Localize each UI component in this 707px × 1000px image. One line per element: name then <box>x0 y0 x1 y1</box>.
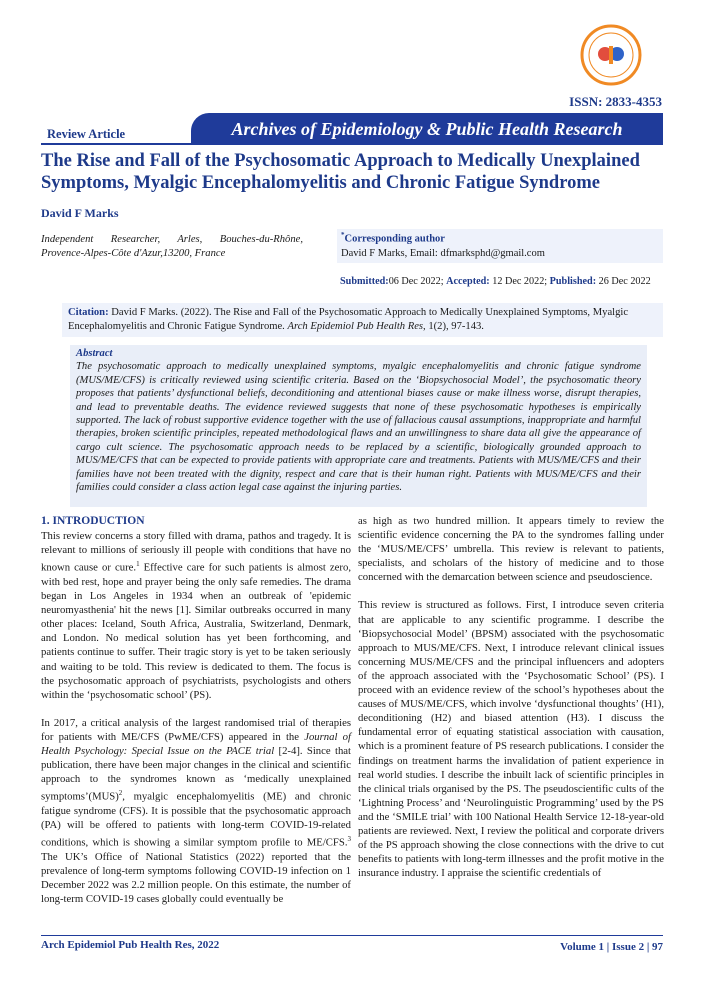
abstract-box <box>70 345 647 507</box>
issn: ISSN: 2833-4353 <box>569 94 662 109</box>
citation-tail: 1(2), 97-143. <box>428 321 484 332</box>
body-left-column <box>41 514 351 920</box>
citation-box <box>62 303 663 337</box>
citation-journal: Arch Epidemiol Pub Health Res, <box>287 321 426 332</box>
journal-header <box>41 113 663 145</box>
publication-dates: Submitted:06 Dec 2022; Accepted: 12 Dec 2022; Published: 26 Dec 2022 <box>340 276 651 287</box>
header-divider <box>41 143 663 145</box>
body-right-column <box>358 514 664 894</box>
footer-journal: Arch Epidemiol Pub Health Res, 2022 <box>41 939 220 951</box>
footer-divider <box>41 935 663 936</box>
corresponding-author-label: *Corresponding author <box>341 231 445 245</box>
article-type: Review Article <box>47 127 126 141</box>
citation-text: David F Marks. (2022). The Rise and Fall of the Psychosomatic Approach to Medically Unexplained Symptoms, Myalgic Encephalomyelitis and Chronic Fatigue Syndrome. <box>68 307 629 332</box>
paragraph: This review concerns a story filled with drama, pathos and tragedy. It is relevant to millions of seriously ill people with conditions that have no known cause or cure.$^1$ Effective care for such patients is almost zero, with bed rest, hope and prayer being the only safe remedies. The drama began in Los Angeles in 1934 when an outbreak of 'epidemic neuromyasthenia' hit the news [1]. Similar outbreaks occurred in many other places: Iceland, South Africa, Australia, Switzerland, Denmark, and London. No medical solution has yet been forthcoming, and patients continue to suffer. Their tragic story is yet to be taken seriously and waiting to be told. This review is dedicated to them. The focus is the psychosomatic approach of psychiatrists, psychologists and others within the ‘psychosomatic school’ (PS). <box>41 530 351 701</box>
paragraph: as high as two hundred million. It appears timely to review the scientific evidence concerning the PA to the syndromes falling under the ‘MUS/ME/CFS’ umbrella. This review is relevant to patients, specialists, and scholars of the history of medicine and to those concerned with the demarcation between science and pseudoscience. <box>358 515 664 584</box>
abstract-text: The psychosomatic approach to medically unexplained symptoms, myalgic encephalomyelitis and chronic fatigue syndrome (MUS/ME/CFS) is critically reviewed using scientific criteria. Based on the ‘Biopsychosocial Model’, the psychosomatic theory proposes that patients’ dysfunctional beliefs, deconditioning and attentional biases cause or make illness worse, disrupt therapies, and lead to preventable deaths. The evidence reviewed suggests that none of these psychosomatic hypotheses is empirically supported. The lack of robust supportive evidence together with the use of fallacious causal assumptions, inappropriate and harmful therapies, broken scientific principles, repeated methodological flaws and an unwillingness to share data all give the appearance of cargo cult science. The psychosomatic approach needs to be replaced by a scientific, biologically grounded approach to MUS/ME/CFS that can be expected to provide patients with appropriate care and treatments. Patients with MUS/ME/CFS and their families have not been treated with the dignity, respect and care that is their human right. Patients with MUS/ME/CFS and their families could consider a class action legal case against the injuring parties. <box>76 361 641 494</box>
abstract-label: Abstract <box>76 348 113 359</box>
corresponding-author-email[interactable]: David F Marks, Email: dfmarksphd@gmail.com <box>341 247 545 259</box>
author-name: David F Marks <box>41 206 119 220</box>
paragraph: In 2017, a critical analysis of the largest randomised trial of therapies for patients with ME/CFS (PwME/CFS) appeared in the Journal of Health Psychology: Special Issue on the PACE trial [2-4]. Since that publication, there have been major changes in the clinical and scientific approach to the syndromes known as ‘medically unexplained symptoms’(MUS)$^2$, myalgic encephalomyelitis (ME) and chronic fatigue syndrome (CFS). It is possible that the psychosomatic approach (PA) will be offered to patients with long-term COVID-19-related conditions, which is showing a similar symptom profile to ME/CFS.$^3$ The UK’s Office of National Statistics (2022) reported that the prevalence of long-term symptoms following COVID-19 infection on 1 December 2022 was 2.2 million people. On this estimate, the number of long-term COVID-19 cases globally could eventually be <box>41 716 352 906</box>
footer-volume: Volume 1 | Issue 2 | 97 <box>560 941 663 953</box>
journal-name: Archives of Epidemiology & Public Health Research <box>191 113 663 145</box>
section-heading: 1. INTRODUCTION <box>41 515 145 527</box>
journal-logo <box>580 24 642 86</box>
paragraph: This review is structured as follows. First, I introduce seven criteria that are applicable to any scientific programme. I describe the ‘Biopsychosocial Model’ (BPSM) associated with the psychosomatic approach to MUS/ME/CFS. Next, I introduce relevant clinical issues concerning MUS/ME/CFS and the principal influencers and adopters of the approach associated with the ‘Psychosomatic School’ (PS). I proceed with an evidence review of the school’s hypotheses about the causes of MUS/ME/CFS, which involve ‘dysfunctional thoughts’ (H1), deconditioning (H2) and biased attention (H3). I discuss the fundamental error of equating statistical association with causation, which is a prominent feature of PS research publications. I consider the findings on treatment harms the invalidation of patient experience in real world studies. I describe the inbuilt lack of scientific principles in the clinical trials organised by the PS. The pseudoscientific cults of the ‘Lightning Process’ and ‘Neurolinguistic Programming’ used by the PS and the ‘SMILE trial’ with 100 National Health Service 12-18-year-old patients are reviewed. Next, I review the political and corporate drivers of the PS approach showing the close connections with the drive to cut benefits to patients with long-term illnesses and the profit motive in the insurance industry. I appraise the scientific credentials of <box>358 599 664 880</box>
article-title: The Rise and Fall of the Psychosomatic Approach to Medically Unexplained Symptoms, Myalgic Encephalomyelitis and Chronic Fatigue Syndrome <box>41 151 640 193</box>
affiliation: Independent Researcher, Arles, Bouches-du-Rhône, Provence-Alpes-Côte d'Azur,13200, France <box>41 234 303 259</box>
corresponding-author-box <box>337 229 663 263</box>
citation-label: Citation: <box>68 307 109 318</box>
